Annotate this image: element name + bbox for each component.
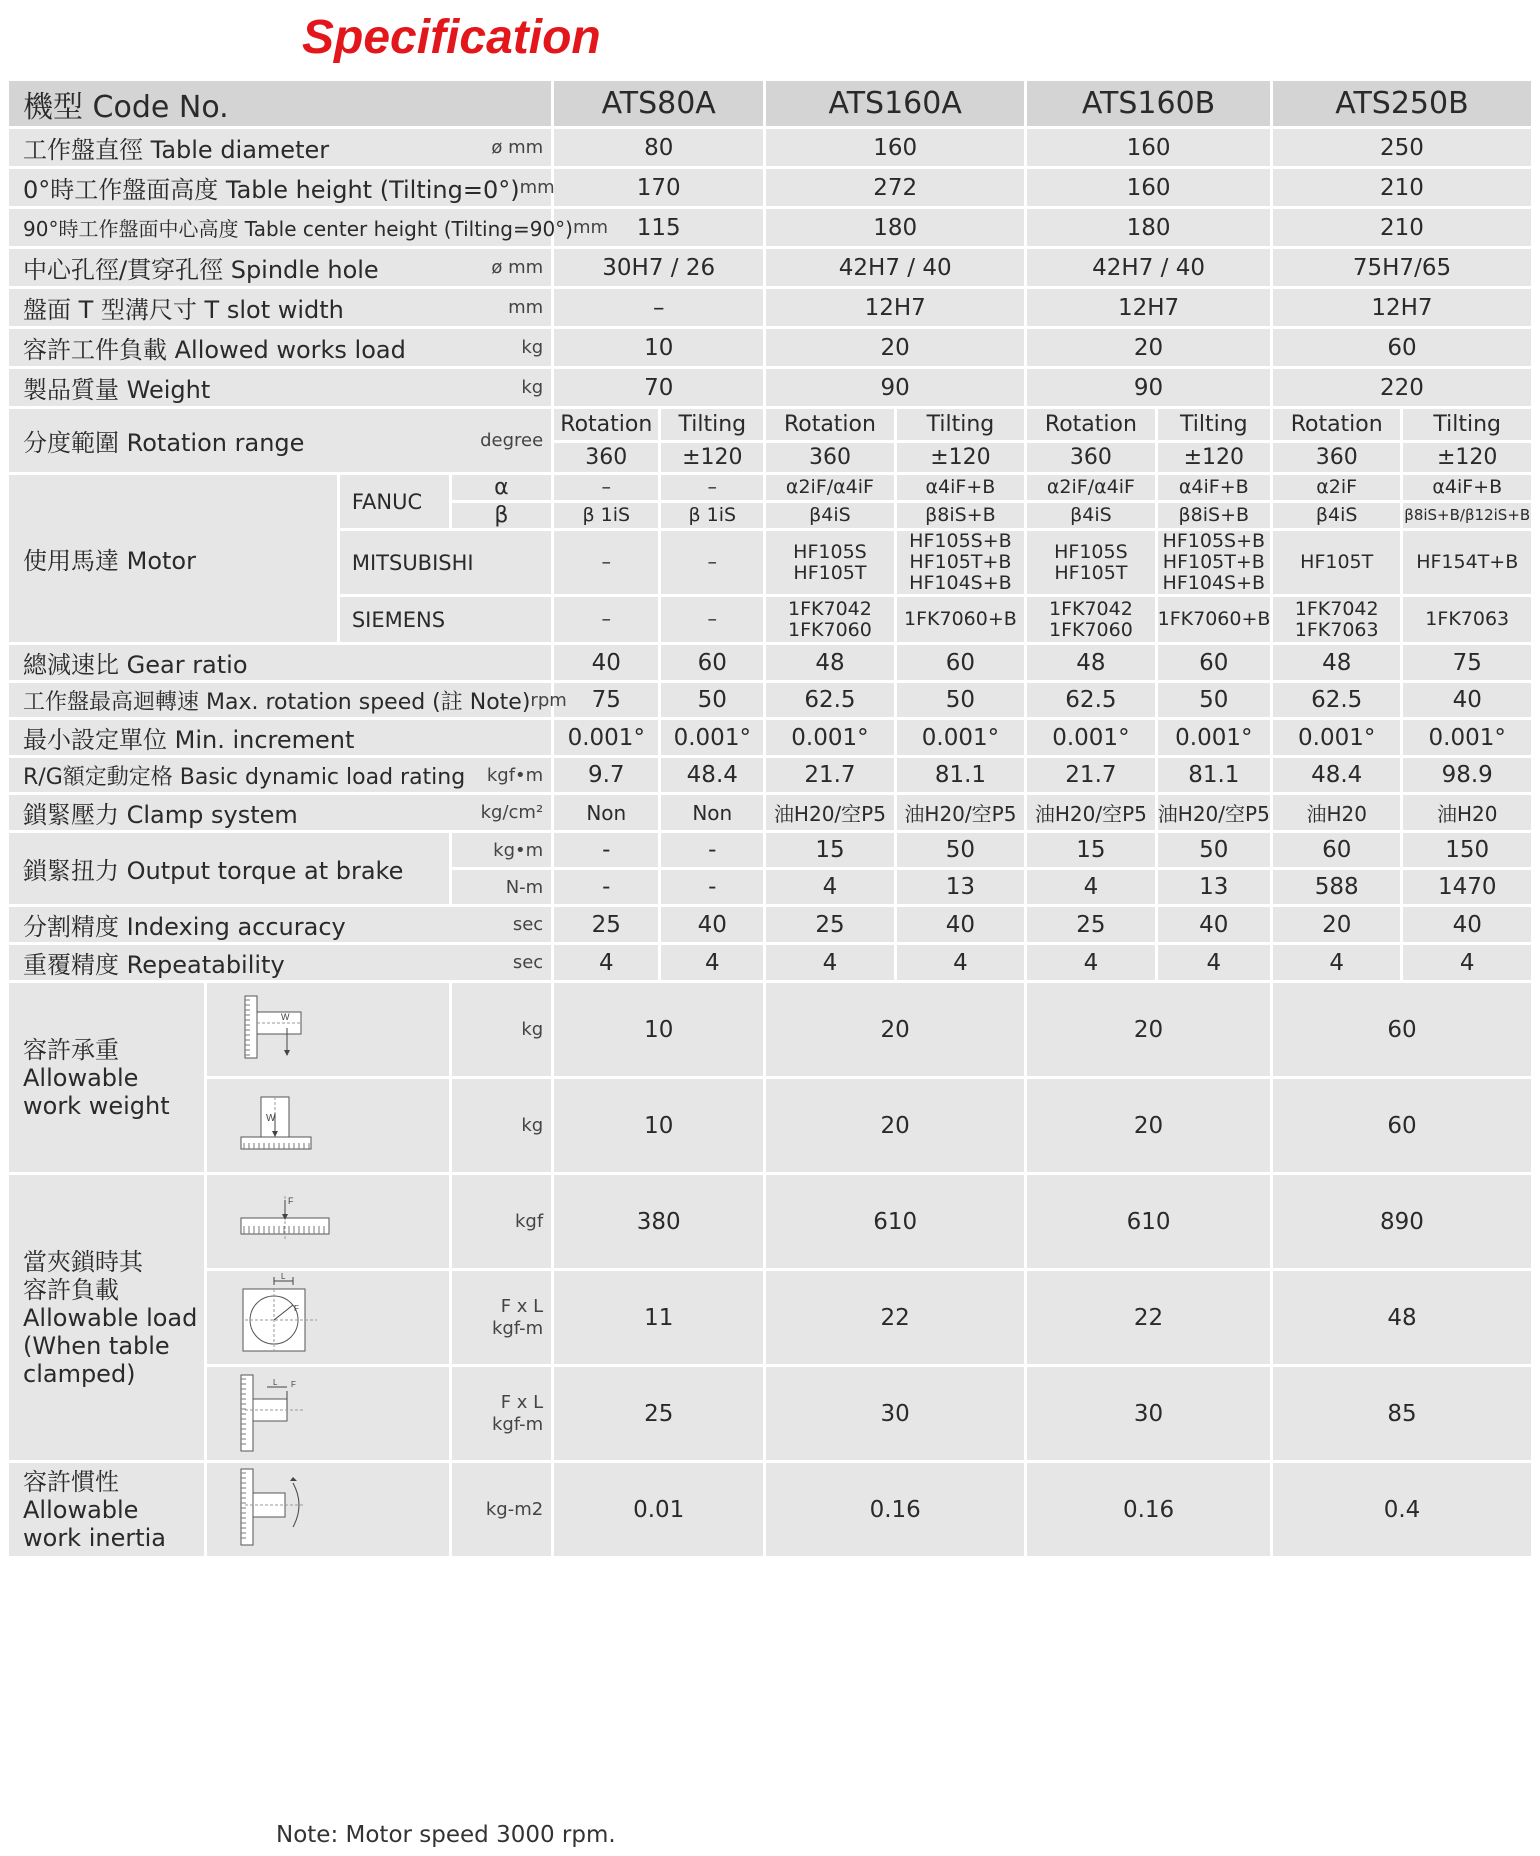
- svg-text:F: F: [288, 1195, 294, 1206]
- spec-cell: [895, 530, 1025, 596]
- spec-cell: 160: [765, 128, 1026, 168]
- row-unit: [450, 1462, 553, 1558]
- spec-cell: 180: [765, 208, 1026, 248]
- axis-sub-header: Tilting: [660, 408, 765, 442]
- section-label: 當夾鎖時其 容許負載 Allowable load (When table clamped): [23, 1247, 198, 1388]
- row-unit: [450, 1078, 553, 1174]
- spec-cell: [1156, 530, 1271, 596]
- spec-cell: 220: [1271, 368, 1532, 408]
- spec-cell: 40: [1402, 682, 1533, 719]
- spec-cell: 0.001°: [765, 719, 895, 757]
- cell-text: 1FK7060+B: [1157, 608, 1271, 630]
- spec-cell: 油H20/空P5: [895, 794, 1025, 832]
- spec-cell: [660, 596, 765, 644]
- spec-cell: 250: [1271, 128, 1532, 168]
- spec-cell: α2iF/α4iF: [1026, 474, 1156, 502]
- row-label: 工作盤直徑 Table diameter: [23, 136, 330, 164]
- spec-row-label: [8, 168, 553, 208]
- spec-cell: 210: [1271, 208, 1532, 248]
- spec-cell: 98.9: [1402, 757, 1533, 794]
- row-unit: ø mm: [491, 137, 544, 158]
- spec-cell: 90: [765, 368, 1026, 408]
- row-unit: kg•m: [450, 832, 553, 869]
- spec-cell: 80: [553, 128, 765, 168]
- spec-cell: 81.1: [1156, 757, 1271, 794]
- cell-text: HF154T+B: [1416, 551, 1519, 573]
- axis-sub-header: Rotation: [765, 408, 895, 442]
- row-label: 最小設定單位 Min. increment: [23, 726, 355, 754]
- cell-text: 1FK7042 1FK7060: [1048, 597, 1133, 641]
- spec-cell: 21.7: [1026, 757, 1156, 794]
- spec-cell: 40: [660, 906, 765, 944]
- spec-cell: 25: [765, 906, 895, 944]
- spec-cell: 15: [1026, 832, 1156, 869]
- cell-text: –: [601, 608, 612, 630]
- spec-cell: 75: [553, 682, 660, 719]
- brand-fanuc: FANUC: [338, 474, 450, 530]
- side-moment-icon: [237, 1377, 307, 1459]
- spec-cell: [553, 596, 660, 644]
- svg-text:L: L: [273, 1377, 278, 1387]
- spec-cell: 15: [765, 832, 895, 869]
- row-label: 分割精度 Indexing accuracy: [23, 913, 346, 941]
- spec-cell: [1402, 530, 1533, 596]
- row-label: 製品質量 Weight: [23, 376, 211, 404]
- spec-cell: 60: [1156, 644, 1271, 682]
- spec-row-label: [8, 644, 553, 682]
- spec-cell: 4: [895, 944, 1025, 982]
- spec-cell: 60: [1271, 832, 1401, 869]
- diagram-cell: [206, 982, 451, 1078]
- spec-cell: 30H7 / 26: [553, 248, 765, 288]
- svg-text:W: W: [281, 1011, 290, 1022]
- spec-cell: ±120: [660, 442, 765, 474]
- spec-cell: 12H7: [1026, 288, 1272, 328]
- spec-cell: 380: [553, 1174, 765, 1270]
- spec-table: [6, 78, 1534, 1559]
- brand-siemens: SIEMENS: [338, 596, 552, 644]
- spec-cell: α4iF+B: [1156, 474, 1271, 502]
- allowable-work-weight-label: [8, 982, 206, 1174]
- cell-text: 1FK7042 1FK7063: [1294, 597, 1379, 641]
- axis-sub-header: Tilting: [1402, 408, 1533, 442]
- row-unit: [450, 1366, 553, 1462]
- spec-cell: 0.001°: [1026, 719, 1156, 757]
- spec-cell: 70: [553, 368, 765, 408]
- axis-sub-header: Tilting: [895, 408, 1025, 442]
- spec-cell: 50: [660, 682, 765, 719]
- spec-cell: 20: [765, 1078, 1026, 1174]
- spec-cell: 360: [1271, 442, 1401, 474]
- spec-cell: [1026, 596, 1156, 644]
- spec-cell: 50: [895, 682, 1025, 719]
- spec-row-label: [8, 128, 553, 168]
- spec-cell: 115: [553, 208, 765, 248]
- axis-sub-header: Rotation: [553, 408, 660, 442]
- allowable-inertia-label: [8, 1462, 206, 1558]
- spec-cell: 0.001°: [895, 719, 1025, 757]
- unit-text: kg: [521, 1114, 544, 1136]
- spec-cell: [765, 596, 895, 644]
- cell-text: 1FK7042 1FK7060: [788, 597, 872, 641]
- vertical-table-weight-icon: [237, 1011, 307, 1068]
- spec-cell: 0.001°: [1156, 719, 1271, 757]
- spec-cell: 油H20/空P5: [1026, 794, 1156, 832]
- spec-cell: 85: [1271, 1366, 1532, 1462]
- spec-cell: 42H7 / 40: [765, 248, 1026, 288]
- row-unit: mm: [573, 217, 609, 238]
- beta-symbol: β: [450, 502, 553, 530]
- spec-cell: 50: [1156, 682, 1271, 719]
- model-header: ATS80A: [553, 80, 765, 128]
- cell-text: HF105S+B HF105T+B HF104S+B: [1162, 530, 1266, 594]
- spec-cell: [1271, 530, 1401, 596]
- horizontal-table-weight-icon: [237, 1112, 315, 1161]
- spec-cell: 90: [1026, 368, 1272, 408]
- row-label: 0°時工作盤面高度 Table height (Tilting=0°): [23, 176, 520, 204]
- spec-cell: [1156, 596, 1271, 644]
- spec-cell: 油H20/空P5: [1156, 794, 1271, 832]
- row-unit: [450, 1174, 553, 1270]
- unit-text: F x L kgf-m: [491, 1391, 544, 1435]
- diagram-cell: [206, 1174, 451, 1270]
- spec-cell: 20: [1026, 982, 1272, 1078]
- spec-cell: 62.5: [1026, 682, 1156, 719]
- spec-cell: α4iF+B: [895, 474, 1025, 502]
- spec-cell: 360: [553, 442, 660, 474]
- spec-cell: –: [660, 474, 765, 502]
- spec-cell: 10: [553, 982, 765, 1078]
- spec-cell: α2iF/α4iF: [765, 474, 895, 502]
- spec-cell: 50: [1156, 832, 1271, 869]
- axis-sub-header: Rotation: [1026, 408, 1156, 442]
- spec-cell: β4iS: [1271, 502, 1401, 530]
- spec-cell: β 1iS: [660, 502, 765, 530]
- spec-cell: ±120: [1402, 442, 1533, 474]
- spec-cell: 60: [895, 644, 1025, 682]
- row-unit: kg: [521, 377, 544, 398]
- spec-cell: 0.4: [1271, 1462, 1532, 1558]
- spec-cell: 4: [660, 944, 765, 982]
- row-unit: [450, 1270, 553, 1366]
- spec-cell: 40: [895, 906, 1025, 944]
- circular-moment-icon: [237, 1271, 321, 1363]
- page-title: Specification: [302, 11, 601, 64]
- spec-cell: 13: [895, 869, 1025, 906]
- row-unit: degree: [480, 430, 544, 451]
- spec-cell: 890: [1271, 1174, 1532, 1270]
- spec-cell: β4iS: [765, 502, 895, 530]
- spec-cell: 160: [1026, 168, 1272, 208]
- model-header: ATS160A: [765, 80, 1026, 128]
- section-label: 容許慣性 Allowable work inertia: [23, 1467, 167, 1552]
- spec-cell: β4iS: [1026, 502, 1156, 530]
- row-unit: kgf•m: [486, 764, 544, 786]
- spec-cell: 0.001°: [1402, 719, 1533, 757]
- svg-text:F: F: [294, 1303, 299, 1313]
- spec-cell: -: [553, 832, 660, 869]
- unit-text: kg-m2: [485, 1498, 544, 1520]
- spec-cell: 60: [1271, 328, 1532, 368]
- cell-text: –: [601, 551, 612, 573]
- rotation-inertia-icon: [237, 1529, 307, 1555]
- output-torque-label: 鎖緊扭力 Output torque at brake: [8, 832, 451, 906]
- spec-cell: 25: [1026, 906, 1156, 944]
- spec-cell: 4: [553, 944, 660, 982]
- section-label: 容許承重 Allowable work weight: [23, 1035, 170, 1120]
- row-label: 盤面 T 型溝尺寸 T slot width: [23, 296, 344, 324]
- spec-cell: 150: [1402, 832, 1533, 869]
- spec-cell: 75: [1402, 644, 1533, 682]
- spec-row-label: [8, 757, 553, 794]
- spec-cell: 360: [1026, 442, 1156, 474]
- spec-cell: 20: [1271, 906, 1401, 944]
- spec-cell: Non: [553, 794, 660, 832]
- spec-cell: 42H7 / 40: [1026, 248, 1272, 288]
- unit-text: F x L kgf-m: [491, 1295, 544, 1339]
- spec-cell: 4: [1026, 944, 1156, 982]
- spec-cell: [660, 530, 765, 596]
- spec-row-label: [8, 328, 553, 368]
- spec-cell: 62.5: [1271, 682, 1401, 719]
- spec-cell: 48.4: [660, 757, 765, 794]
- alpha-symbol: α: [450, 474, 553, 502]
- spec-cell: 9.7: [553, 757, 660, 794]
- spec-row-label: [8, 208, 609, 248]
- diagram-cell: [206, 1366, 451, 1462]
- spec-cell: [1271, 596, 1401, 644]
- row-unit: kg: [521, 337, 544, 358]
- spec-cell: 62.5: [765, 682, 895, 719]
- spec-cell: -: [660, 869, 765, 906]
- spec-cell: 48.4: [1271, 757, 1401, 794]
- spec-cell: 4: [1156, 944, 1271, 982]
- spec-cell: 0.16: [765, 1462, 1026, 1558]
- spec-cell: -: [660, 832, 765, 869]
- spec-row-label: [8, 794, 553, 832]
- spec-cell: α2iF: [1271, 474, 1401, 502]
- spec-cell: β8iS+B: [895, 502, 1025, 530]
- svg-text:L: L: [281, 1271, 286, 1281]
- spec-cell: 60: [1271, 982, 1532, 1078]
- spec-cell: –: [553, 474, 660, 502]
- spec-cell: 4: [765, 944, 895, 982]
- spec-cell: -: [553, 869, 660, 906]
- spec-cell: 4: [1026, 869, 1156, 906]
- spec-cell: 10: [553, 1078, 765, 1174]
- spec-cell: 20: [1026, 1078, 1272, 1174]
- row-unit: mm: [519, 177, 555, 198]
- row-label: 總減速比 Gear ratio: [23, 651, 248, 679]
- spec-cell: 272: [765, 168, 1026, 208]
- spec-row-label: [8, 682, 567, 719]
- spec-cell: 40: [1156, 906, 1271, 944]
- brand-mitsubishi: MITSUBISHI: [338, 530, 552, 596]
- spec-row-label: [8, 248, 553, 288]
- spec-cell: β8iS+B/β12iS+B: [1402, 502, 1533, 530]
- svg-text:F: F: [291, 1379, 296, 1389]
- spec-cell: 4: [1402, 944, 1533, 982]
- spec-cell: 610: [1026, 1174, 1272, 1270]
- spec-cell: 10: [553, 328, 765, 368]
- spec-cell: 30: [1026, 1366, 1272, 1462]
- allowable-load-label: [8, 1174, 206, 1462]
- spec-cell: 50: [895, 832, 1025, 869]
- spec-cell: –: [553, 288, 765, 328]
- spec-cell: 0.01: [553, 1462, 765, 1558]
- cell-text: HF105T: [1300, 551, 1374, 573]
- spec-row-label: [8, 719, 553, 757]
- spec-cell: 588: [1271, 869, 1401, 906]
- spec-cell: 0.001°: [660, 719, 765, 757]
- axis-sub-header: Rotation: [1271, 408, 1401, 442]
- row-label: 重覆精度 Repeatability: [23, 951, 285, 979]
- diagram-cell: [206, 1078, 451, 1174]
- spec-cell: ±120: [1156, 442, 1271, 474]
- diagram-cell: [206, 1462, 451, 1558]
- cell-text: –: [707, 608, 718, 630]
- spec-cell: 12H7: [1271, 288, 1532, 328]
- spec-row-label: [8, 288, 553, 328]
- cell-text: –: [707, 551, 718, 573]
- spec-cell: 160: [1026, 128, 1272, 168]
- row-label: 分度範圍 Rotation range: [23, 429, 305, 457]
- spec-cell: 25: [553, 906, 660, 944]
- spec-cell: [1402, 596, 1533, 644]
- spec-cell: 60: [1271, 1078, 1532, 1174]
- axial-force-icon: [237, 1195, 333, 1252]
- spec-cell: 油H20/空P5: [765, 794, 895, 832]
- axis-sub-header: Tilting: [1156, 408, 1271, 442]
- code-no-header: 機型 Code No.: [8, 80, 553, 128]
- spec-cell: 170: [553, 168, 765, 208]
- row-unit: N-m: [450, 869, 553, 906]
- spec-cell: 81.1: [895, 757, 1025, 794]
- spec-cell: 360: [765, 442, 895, 474]
- rotation-range-label-cell: [8, 408, 553, 474]
- spec-cell: 0.001°: [1271, 719, 1401, 757]
- model-header: ATS160B: [1026, 80, 1272, 128]
- spec-cell: ±120: [895, 442, 1025, 474]
- row-unit: sec: [512, 952, 544, 973]
- spec-cell: [553, 530, 660, 596]
- spec-cell: 11: [553, 1270, 765, 1366]
- diagram-cell: [206, 1270, 451, 1366]
- spec-cell: 0.001°: [553, 719, 660, 757]
- spec-cell: 22: [1026, 1270, 1272, 1366]
- spec-cell: 48: [765, 644, 895, 682]
- unit-text: kgf: [515, 1210, 544, 1232]
- spec-cell: 40: [553, 644, 660, 682]
- spec-row-label: [8, 368, 553, 408]
- spec-cell: 25: [553, 1366, 765, 1462]
- row-label: 工作盤最高迴轉速 Max. rotation speed (註 Note): [23, 689, 531, 715]
- spec-cell: 1470: [1402, 869, 1533, 906]
- spec-cell: 48: [1271, 644, 1401, 682]
- row-unit: rpm: [530, 689, 567, 711]
- spec-cell: [895, 596, 1025, 644]
- spec-row-label: [8, 944, 553, 982]
- spec-cell: 30: [765, 1366, 1026, 1462]
- row-unit: [450, 982, 553, 1078]
- row-label: 中心孔徑/貫穿孔徑 Spindle hole: [23, 256, 379, 284]
- spec-cell: 60: [660, 644, 765, 682]
- spec-cell: 12H7: [765, 288, 1026, 328]
- spec-cell: 22: [765, 1270, 1026, 1366]
- footnote: Note: Motor speed 3000 rpm.: [276, 1822, 616, 1848]
- unit-text: kg: [521, 1018, 544, 1040]
- row-label: R/G額定動定格 Basic dynamic load rating: [23, 764, 466, 790]
- spec-cell: 油H20: [1402, 794, 1533, 832]
- row-unit: kg/cm²: [480, 802, 544, 823]
- spec-row-label: [8, 906, 553, 944]
- row-label: 90°時工作盤面中心高度 Table center height (Tilting=90°): [23, 217, 573, 241]
- spec-cell: 20: [765, 982, 1026, 1078]
- spec-cell: 75H7/65: [1271, 248, 1532, 288]
- spec-cell: [1026, 530, 1156, 596]
- spec-cell: 4: [765, 869, 895, 906]
- cell-text: 1FK7060+B: [904, 608, 1017, 630]
- spec-cell: 610: [765, 1174, 1026, 1270]
- cell-text: 1FK7063: [1425, 608, 1510, 630]
- spec-cell: Non: [660, 794, 765, 832]
- svg-text:W: W: [266, 1112, 276, 1124]
- cell-text: HF105S+B HF105T+B HF104S+B: [909, 530, 1012, 594]
- spec-cell: 40: [1402, 906, 1533, 944]
- cell-text: HF105S HF105T: [793, 540, 867, 584]
- spec-cell: 0.16: [1026, 1462, 1272, 1558]
- spec-cell: 48: [1026, 644, 1156, 682]
- spec-cell: α4iF+B: [1402, 474, 1533, 502]
- spec-cell: β8iS+B: [1156, 502, 1271, 530]
- spec-cell: 48: [1271, 1270, 1532, 1366]
- spec-cell: 210: [1271, 168, 1532, 208]
- spec-cell: 20: [1026, 328, 1272, 368]
- spec-cell: 4: [1271, 944, 1401, 982]
- cell-text: HF105S HF105T: [1054, 540, 1128, 584]
- spec-cell: [765, 530, 895, 596]
- row-label: 鎖緊壓力 Clamp system: [23, 801, 298, 829]
- row-unit: mm: [508, 297, 544, 318]
- spec-cell: β 1iS: [553, 502, 660, 530]
- spec-cell: 13: [1156, 869, 1271, 906]
- model-header: ATS250B: [1271, 80, 1532, 128]
- spec-cell: 油H20: [1271, 794, 1401, 832]
- spec-cell: 20: [765, 328, 1026, 368]
- spec-cell: 180: [1026, 208, 1272, 248]
- row-label: 容許工件負載 Allowed works load: [23, 336, 406, 364]
- row-unit: ø mm: [491, 257, 544, 278]
- motor-label: 使用馬達 Motor: [8, 474, 339, 644]
- row-unit: sec: [512, 914, 544, 935]
- spec-cell: 21.7: [765, 757, 895, 794]
